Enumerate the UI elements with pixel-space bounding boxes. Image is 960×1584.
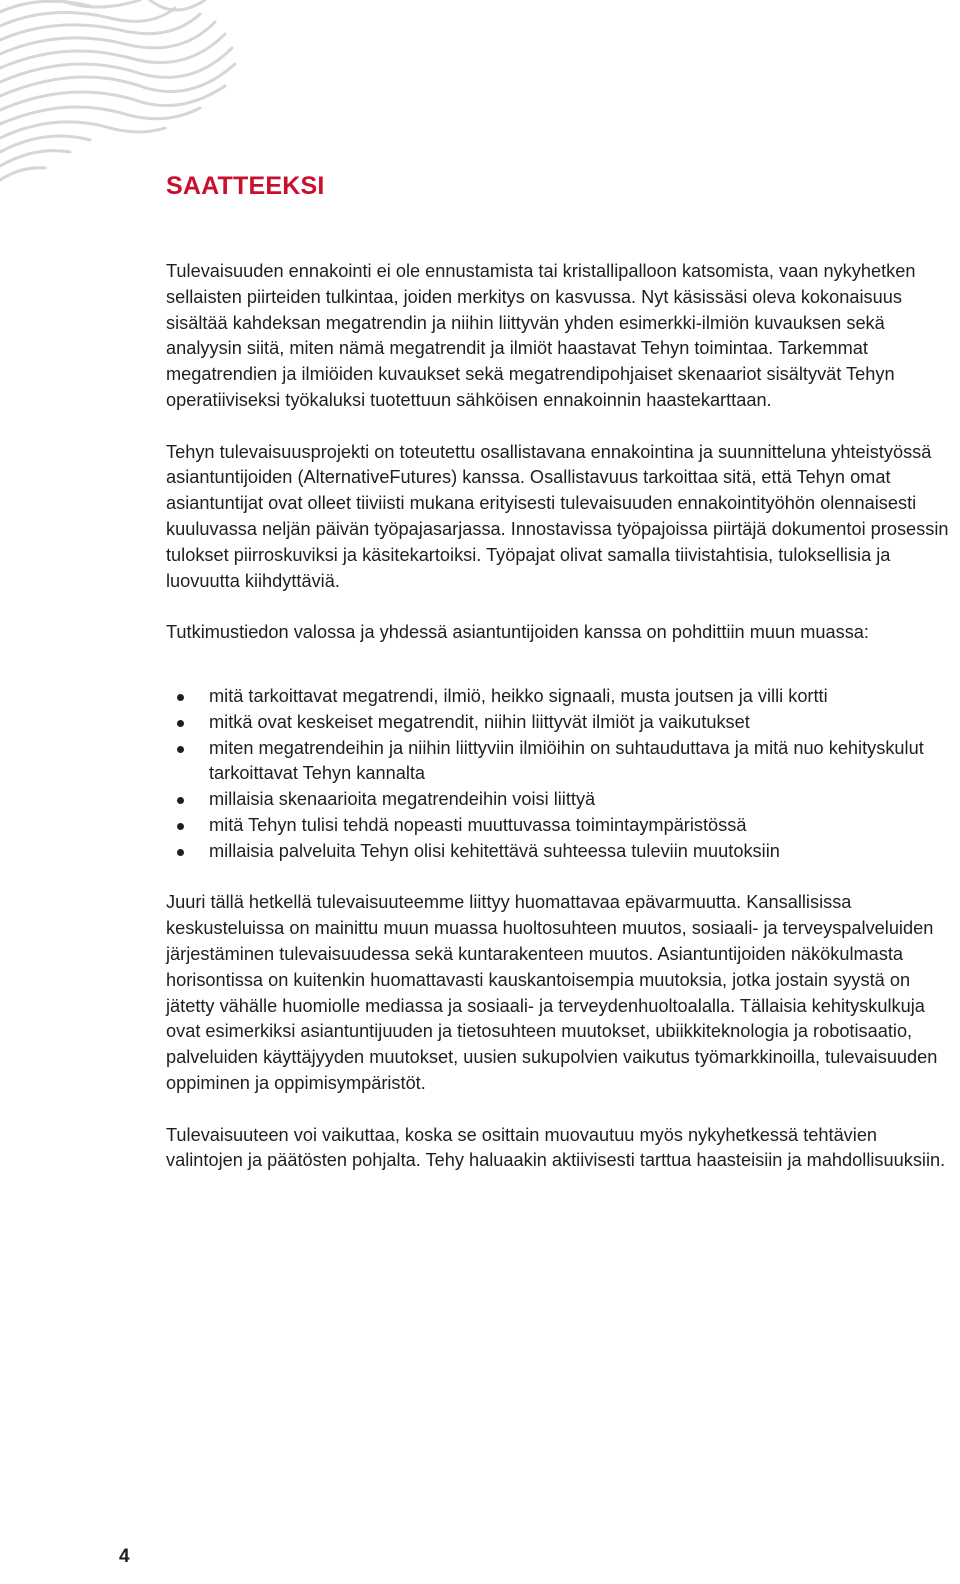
list-item: mitä Tehyn tulisi tehdä nopeasti muuttuvassa toimintaympäristössä [166, 813, 954, 839]
list-item: mitkä ovat keskeiset megatrendit, niihin liittyvät ilmiöt ja vaikutukset [166, 710, 954, 736]
list-item: mitä tarkoittavat megatrendi, ilmiö, heikko signaali, musta joutsen ja villi kortti [166, 684, 954, 710]
list-item: millaisia skenaarioita megatrendeihin voisi liittyä [166, 787, 954, 813]
paragraph: Tulevaisuuden ennakointi ei ole ennustamista tai kristallipalloon katsomista, vaan nykyhetken sellaisten piirteiden tulkintaa, joiden merkitys on kasvussa. Nyt käsissäsi oleva kokonaisuus sisältää kahdeksan megatrendin ja niihin liittyvän yhden esimerkki-ilmiön kuvauksen sekä analyysin siitä, miten nämä megatrendit ja ilmiöt haastavat Tehyn toimintaa. Tarkemmat megatrendien ja ilmiöiden kuvaukset sekä megatrendipohjaiset skenaariot sisältyvät Tehyn operatiiviseksi työkaluksi tuotettuun sähköisen ennakoinnin haastekarttaan. [166, 261, 916, 410]
paragraph: Juuri tällä hetkellä tulevaisuuteemme liittyy huomattavaa epävarmuutta. Kansallisissa keskusteluissa on mainittu muun muassa huoltosuhteen muutos, sosiaali- ja terveyspalveluiden järjestäminen tulevaisuudessa sekä kuntarakenteen muutos. Asiantuntijoiden näkökulmasta horisontissa on kuitenkin huomattavasti kauskantoisempia muutoksia, jotka jostain syystä on jätetty vähälle huomiolle mediassa ja sosiaali- ja terveydenhuoltoalalla. Tällaisia kehityskulkuja ovat esimerkiksi asiantuntijuuden ja tietosuhteen muutokset, ubiikkiteknologia ja robotisaatio, palveluiden käyttäjyyden muutokset, uusien sukupolvien vaikutus työmarkkinoilla, tulevaisuuden oppiminen ja oppimisympäristöt. [166, 892, 938, 1093]
paragraph: Tulevaisuuteen voi vaikuttaa, koska se osittain muovautuu myös nykyhetkessä tehtävien valintojen ja päätösten pohjalta. Tehy haluaakin aktiivisesti tarttua haasteisiin ja mahdollisuuksiin. [166, 1124, 946, 1171]
list-intro: Tutkimustiedon valossa ja yhdessä asiantuntijoiden kanssa on pohdittiin muun muassa: [166, 622, 869, 643]
list-item: millaisia palveluita Tehyn olisi kehitettävä suhteessa tuleviin muutoksiin [166, 839, 954, 865]
bullet-list [166, 684, 954, 865]
paragraph: Tehyn tulevaisuusprojekti on toteutettu osallistavana ennakointina ja suunnitteluna yhteistyössä asiantuntijoiden (AlternativeFutures) kanssa. Osallistavuus tarkoittaa sitä, että Tehyn omat asiantuntijat ovat olleet tiiviisti mukana erityisesti tulevaisuuden ennakointityöhön olennaisesti kuuluvassa neljän päivän työpajasarjassa. Innostavissa työpajoissa piirtäjä dokumentoi prosessin tulokset piirroskuviksi ja käsitekartoiksi. Työpajat olivat samalla tiivistahtisia, tuloksellisia ja luovuutta kiihdyttäviä. [166, 441, 949, 591]
fingerprint-icon [0, 0, 240, 200]
list-item: miten megatrendeihin ja niihin liittyviin ilmiöihin on suhtauduttava ja mitä nuo kehityskulut tarkoittavat Tehyn kannalta [166, 736, 954, 788]
page-number: 4 [119, 1546, 130, 1567]
page-title: SAATTEEKSI [166, 172, 325, 200]
body-text [166, 259, 954, 1200]
